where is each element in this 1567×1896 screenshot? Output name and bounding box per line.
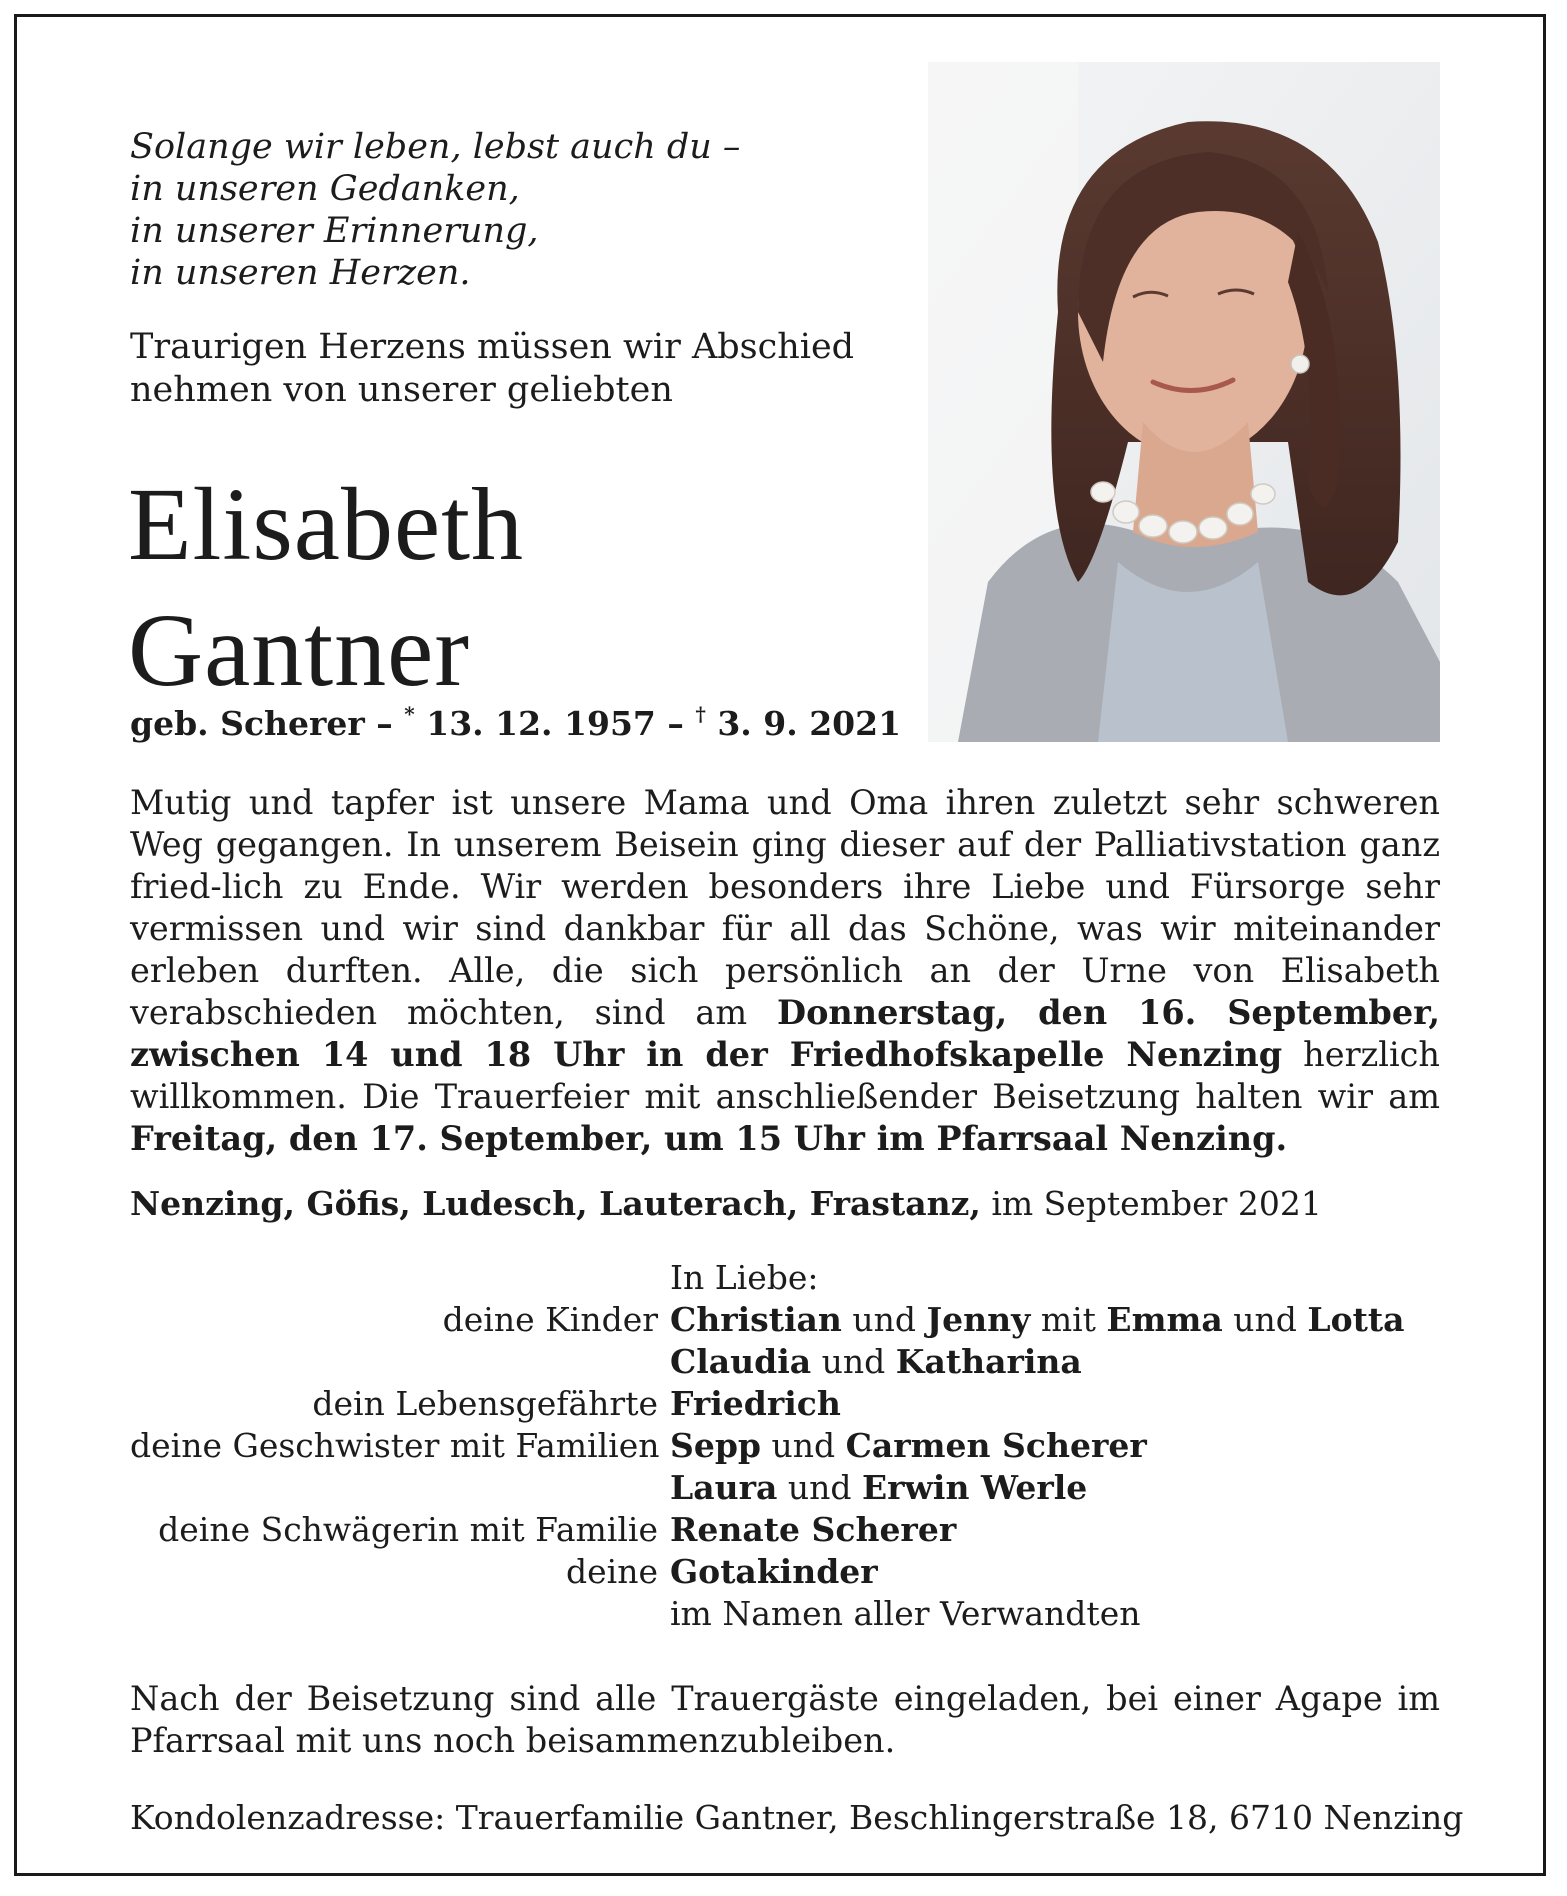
mourner-connector: und	[811, 1342, 896, 1381]
mourner-relation: deine Schwägerin mit Familie	[158, 1510, 658, 1549]
mourner-name: Carmen Scherer	[845, 1426, 1147, 1465]
birth-date: 13. 12. 1957 –	[414, 704, 696, 743]
birth-name: geb. Scherer –	[130, 704, 405, 743]
month-year: im September 2021	[980, 1184, 1322, 1223]
mourner-relation: dein Lebensgefährte	[312, 1384, 658, 1423]
mourner-name: Jenny	[926, 1300, 1031, 1339]
visitation-info: Donnerstag, den 16. September, zwischen 14 und 18 Uhr in der Friedhofskapelle Nenzing	[130, 993, 1441, 1074]
mourner-name: Christian	[670, 1300, 842, 1339]
places-date	[130, 1184, 1322, 1223]
mourner-row	[130, 1341, 1440, 1383]
first-name: Elisabeth	[128, 467, 525, 582]
death-symbol: †	[695, 702, 706, 726]
mourner-names	[670, 1593, 1140, 1635]
mourner-names	[670, 1425, 1147, 1467]
last-name: Gantner	[128, 593, 470, 708]
mourner-name: Erwin Werle	[861, 1468, 1088, 1507]
mourner-connector: und	[777, 1468, 862, 1507]
mourners-heading-row	[130, 1257, 1440, 1299]
obituary-text	[130, 782, 1440, 1160]
birth-symbol: *	[404, 702, 415, 726]
mourner-row	[130, 1383, 1440, 1425]
mourner-relation	[130, 1341, 670, 1383]
mourner-row	[130, 1425, 1440, 1467]
mourner-connector: mit	[1030, 1300, 1107, 1339]
mourner-connector: und	[760, 1426, 846, 1465]
motto-line: in unseren Herzen.	[130, 253, 471, 293]
mourner-names	[670, 1509, 956, 1551]
mourner-names	[670, 1383, 841, 1425]
mourner-relation	[130, 1593, 670, 1635]
mourner-connector: und	[1222, 1300, 1308, 1339]
mourners-heading: In Liebe:	[670, 1258, 819, 1297]
motto-line: in unserer Erinnerung,	[130, 211, 539, 251]
mourner-name: Lotta	[1307, 1300, 1405, 1339]
mourner-row	[130, 1593, 1440, 1635]
mourner-name: Friedrich	[670, 1384, 841, 1423]
mourner-name: Sepp	[670, 1426, 761, 1465]
intro-line: Traurigen Herzens müssen wir Abschied	[130, 327, 855, 367]
motto-line: Solange wir leben, lebst auch du –	[130, 127, 741, 167]
mourner-relation: deine Kinder	[442, 1300, 658, 1339]
body-text-part: herzlich willkommen. Die Trauerfeier mit anschließender Beisetzung halten wir am	[130, 1035, 1441, 1116]
funeral-info: Freitag, den 17. September, um 15 Uhr im Pfarrsaal Nenzing.	[130, 1119, 1288, 1158]
after-burial-note: Nach der Beisetzung sind alle Trauergäste eingeladen, bei einer Agape im Pfarrsaal mit uns noch beisammenzubleiben.	[130, 1679, 1440, 1760]
places-list: Nenzing, Göfis, Ludesch, Lauterach, Frastanz,	[130, 1184, 981, 1223]
motto-line: in unseren Gedanken,	[130, 169, 520, 209]
portrait-photo	[928, 62, 1440, 742]
mourner-relation: deine Geschwister mit Familien	[130, 1426, 660, 1465]
mourner-name: Gotakinder	[670, 1552, 878, 1591]
mourner-name: Laura	[670, 1468, 778, 1507]
mourner-relation: deine	[566, 1552, 658, 1591]
death-date: 3. 9. 2021	[705, 704, 902, 743]
mourner-name: Emma	[1106, 1300, 1223, 1339]
mourner-row	[130, 1509, 1440, 1551]
mourner-connector: im Namen aller Verwandten	[670, 1594, 1141, 1633]
condolence-address: Kondolenzadresse: Trauerfamilie Gantner, Beschlingerstraße 18, 6710 Nenzing	[130, 1798, 1464, 1837]
mourner-names	[670, 1341, 1082, 1383]
mourner-connector: und	[841, 1300, 927, 1339]
mourner-names	[670, 1551, 878, 1593]
deceased-name	[128, 462, 524, 714]
mourner-row	[130, 1299, 1440, 1341]
portrait-illustration	[928, 62, 1440, 742]
mourner-row	[130, 1467, 1440, 1509]
mourner-names	[670, 1299, 1405, 1341]
motto-verse	[130, 126, 740, 294]
intro-text	[130, 326, 854, 412]
mourners-list	[130, 1257, 1440, 1635]
mourner-relation	[130, 1467, 670, 1509]
life-dates	[130, 702, 901, 743]
mourner-row	[130, 1551, 1440, 1593]
mourner-names	[670, 1467, 1087, 1509]
mourner-name: Claudia	[670, 1342, 812, 1381]
intro-line: nehmen von unserer geliebten	[130, 370, 673, 410]
mourner-name: Katharina	[895, 1342, 1082, 1381]
body-text-part: Mutig und tapfer ist unsere Mama und Oma ihren zuletzt sehr schweren Weg gegangen. In unserem Beisein ging dieser auf der Palliativstation ganz fried-lich zu Ende. Wir werden besonders ihre Liebe und Fürsorge sehr vermissen und wir sind dankbar für all das Schöne, was wir miteinander erleben durften. Alle, die sich persönlich an der Urne von Elisabeth verabschieden möchten, sind am	[130, 783, 1440, 1032]
mourner-name: Renate Scherer	[670, 1510, 957, 1549]
